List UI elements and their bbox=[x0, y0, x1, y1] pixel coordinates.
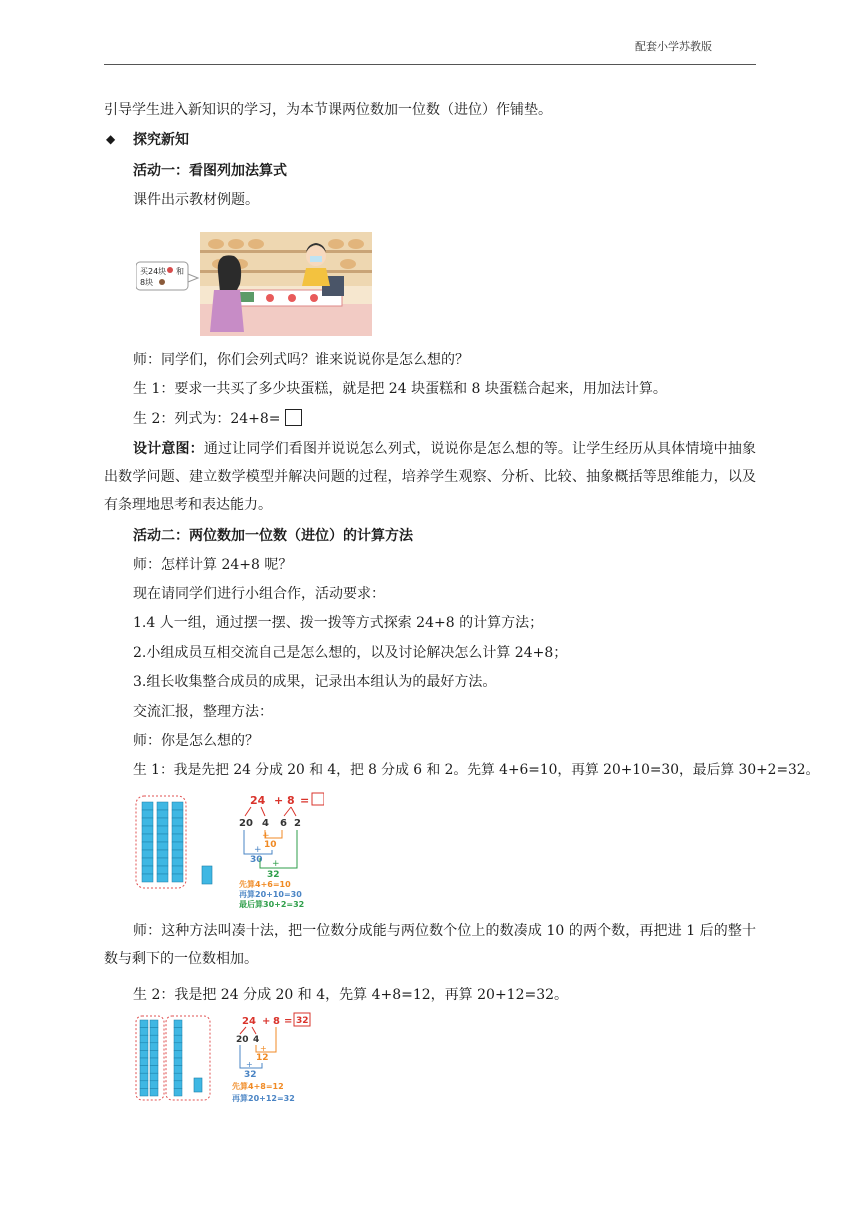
rod-cube bbox=[140, 1066, 148, 1074]
header-text: 配套小学苏教版 bbox=[635, 40, 712, 53]
design-text: 通过让同学们看图并说说怎么列式，说说你是怎么想的等。让学生经历从具体情境中抽象出数学问题、建立数学模型并解决问题的过程，培养学生观察、分析、比较、抽象概括等思维能力，以及有条理地思考和表达能力。 bbox=[104, 441, 757, 513]
step2-2: 再算20+12=32 bbox=[232, 1094, 295, 1103]
rod-cube bbox=[150, 1073, 158, 1081]
student1-answer: 生 1：我是先把 24 分成 20 和 4，把 8 分成 6 和 2。先算 4+6=10，再算 20+10=30，最后算 30+2=32。 bbox=[133, 762, 820, 778]
rod-cube bbox=[142, 850, 153, 858]
rod-cube bbox=[157, 834, 168, 842]
eq2-answer: 32 bbox=[296, 1016, 309, 1026]
mid-10: 10 bbox=[264, 840, 277, 850]
rod-cube bbox=[142, 818, 153, 826]
design-label: 设计意图： bbox=[133, 441, 204, 457]
rod-cube bbox=[157, 802, 168, 810]
mid-12: 12 bbox=[256, 1053, 269, 1063]
rod-cube bbox=[172, 850, 183, 858]
rod-cube bbox=[142, 858, 153, 866]
intro-line: 引导学生进入新知识的学习，为本节课两位数加一位数（进位）作铺垫。 bbox=[104, 102, 552, 118]
rod-cube bbox=[150, 1050, 158, 1058]
step-1: 先算4+6=10 bbox=[239, 880, 291, 889]
rod-cube bbox=[157, 858, 168, 866]
split2-20: 20 bbox=[236, 1035, 249, 1045]
tens-rods-group bbox=[142, 802, 183, 882]
report-line: 交流汇报，整理方法： bbox=[133, 704, 273, 720]
dialog1-s2: 生 2：列式为：24+8= bbox=[133, 411, 281, 427]
step2-1: 先算4+8=12 bbox=[232, 1082, 284, 1091]
step-3: 最后算30+2=32 bbox=[239, 900, 305, 909]
rod-cube bbox=[157, 850, 168, 858]
student2-answer: 生 2：我是把 24 分成 20 和 4，先算 4+8=12，再算 20+12=32。 bbox=[133, 987, 569, 1003]
rod-cube bbox=[172, 810, 183, 818]
split-6: 6 bbox=[280, 818, 287, 829]
dialog1-teacher: 师：同学们，你们会列式吗？谁来说说你是怎么想的？ bbox=[133, 352, 469, 368]
rod-cube bbox=[140, 1081, 148, 1089]
rod-cube bbox=[140, 1020, 148, 1028]
eq-24: 24 bbox=[250, 794, 266, 807]
rod-cube bbox=[157, 842, 168, 850]
rod-cube bbox=[172, 858, 183, 866]
bakery-illustration bbox=[136, 232, 372, 336]
rod-cube bbox=[174, 1066, 182, 1074]
mid-30: 30 bbox=[250, 855, 263, 865]
rod-cube bbox=[157, 818, 168, 826]
rod-cube bbox=[140, 1073, 148, 1081]
rod-cube bbox=[150, 1020, 158, 1028]
plus-blue: + bbox=[254, 845, 262, 855]
eq-answer-box bbox=[312, 793, 324, 805]
split-2: 2 bbox=[294, 818, 301, 829]
bubble-and: 和 bbox=[176, 267, 184, 276]
dialog1-s1: 生 1：要求一共买了多少块蛋糕，就是把 24 块蛋糕和 8 块蛋糕合起来，用加法计算。 bbox=[133, 381, 667, 397]
activity2-question: 师：怎样计算 24+8 呢？ bbox=[133, 557, 293, 573]
rod-cube bbox=[172, 826, 183, 834]
rod-cube bbox=[174, 1050, 182, 1058]
eq-plus: + bbox=[274, 794, 284, 807]
rod-cube bbox=[150, 1035, 158, 1043]
section-title: 探究新知 bbox=[133, 132, 189, 148]
plus-orange: + bbox=[262, 831, 270, 841]
split-4: 4 bbox=[262, 818, 269, 829]
rod-cube bbox=[174, 1073, 182, 1081]
rod-cube bbox=[174, 1028, 182, 1036]
eq2-24: 24 bbox=[242, 1016, 256, 1027]
rod-cube bbox=[150, 1081, 158, 1089]
rod-cube bbox=[172, 802, 183, 810]
eq2-equals: = bbox=[284, 1016, 293, 1027]
split-figure bbox=[134, 1010, 314, 1106]
ones-cubes-2 bbox=[194, 1078, 202, 1092]
rod-cube bbox=[174, 1043, 182, 1051]
rod-cube bbox=[157, 810, 168, 818]
rod-cube bbox=[157, 826, 168, 834]
tens-rods-group-2 bbox=[140, 1020, 182, 1096]
teacher-note: 师：这种方法叫凑十法，把一位数分成能与两位数个位上的数凑成 10 的两个数，再把进 1 后的整十数与剩下的一位数相加。 bbox=[104, 923, 756, 967]
rod-cube bbox=[140, 1035, 148, 1043]
requirement-2: 2.小组成员互相交流自己是怎么想的，以及讨论解决怎么计算 24+8； bbox=[133, 645, 568, 661]
activity2-requirements: 现在请同学们进行小组合作，活动要求： bbox=[133, 586, 385, 602]
rod-cube bbox=[140, 1058, 148, 1066]
rod-cube bbox=[174, 1020, 182, 1028]
rod-cube bbox=[142, 834, 153, 842]
rod-cube bbox=[140, 1028, 148, 1036]
plus2-orange: + bbox=[260, 1044, 267, 1053]
rod-cube bbox=[150, 1043, 158, 1051]
activity1-title: 活动一：看图列加法算式 bbox=[133, 163, 287, 179]
dialog1-s2-line bbox=[133, 409, 302, 429]
plus2-blue: + bbox=[246, 1060, 253, 1069]
rod-cube bbox=[172, 866, 183, 874]
teacher-ask: 师：你是怎么想的？ bbox=[133, 733, 259, 749]
split-20: 20 bbox=[239, 818, 253, 829]
bullet-diamond-icon: ◆ bbox=[106, 132, 116, 146]
rod-cube bbox=[172, 874, 183, 882]
design-intent bbox=[104, 435, 756, 519]
rod-cube bbox=[150, 1066, 158, 1074]
answer-box bbox=[285, 409, 302, 426]
requirement-3: 3.组长收集整合成员的成果，记录出本组认为的最好方法。 bbox=[133, 674, 497, 690]
rod-cube bbox=[172, 834, 183, 842]
rod-cube bbox=[157, 866, 168, 874]
result-32: 32 bbox=[267, 870, 280, 880]
rod-cube bbox=[150, 1058, 158, 1066]
rod-cube bbox=[142, 826, 153, 834]
bubble-text-1: 买24块 bbox=[140, 267, 167, 276]
eq-8: 8 bbox=[287, 794, 295, 807]
eq-equals: = bbox=[300, 794, 310, 807]
activity1-line: 课件出示教材例题。 bbox=[133, 192, 259, 208]
activity2-title: 活动二：两位数加一位数（进位）的计算方法 bbox=[133, 528, 413, 544]
rod-cube bbox=[172, 818, 183, 826]
cake-icon bbox=[167, 267, 173, 273]
rod-cube bbox=[142, 874, 153, 882]
header-divider bbox=[104, 64, 756, 65]
make-ten-figure bbox=[134, 790, 324, 910]
eq2-8: 8 bbox=[273, 1016, 280, 1027]
rod-cube bbox=[172, 842, 183, 850]
rod-cube bbox=[140, 1088, 148, 1096]
rod-cube bbox=[150, 1028, 158, 1036]
rod-cube bbox=[142, 866, 153, 874]
rod-cube bbox=[140, 1043, 148, 1051]
rod-cube bbox=[142, 842, 153, 850]
cake-slice-icon bbox=[159, 279, 165, 285]
split2-4: 4 bbox=[253, 1035, 260, 1045]
rod-cube bbox=[140, 1050, 148, 1058]
rod-cube bbox=[174, 1081, 182, 1089]
rod-cube bbox=[157, 874, 168, 882]
rod-cube bbox=[142, 802, 153, 810]
eq2-plus: + bbox=[262, 1016, 271, 1027]
bubble-text-2: 8块 bbox=[140, 278, 154, 287]
step-2: 再算20+10=30 bbox=[239, 890, 302, 899]
requirement-1: 1.4 人一组，通过摆一摆、拨一拨等方式探索 24+8 的计算方法； bbox=[133, 615, 544, 631]
ones-cubes bbox=[202, 866, 212, 884]
rod-cube bbox=[142, 810, 153, 818]
rod-cube bbox=[174, 1088, 182, 1096]
result2-32: 32 bbox=[244, 1070, 257, 1080]
rod-cube bbox=[174, 1035, 182, 1043]
rod-cube bbox=[150, 1088, 158, 1096]
plus-green: + bbox=[272, 859, 280, 869]
rod-cube bbox=[174, 1058, 182, 1066]
